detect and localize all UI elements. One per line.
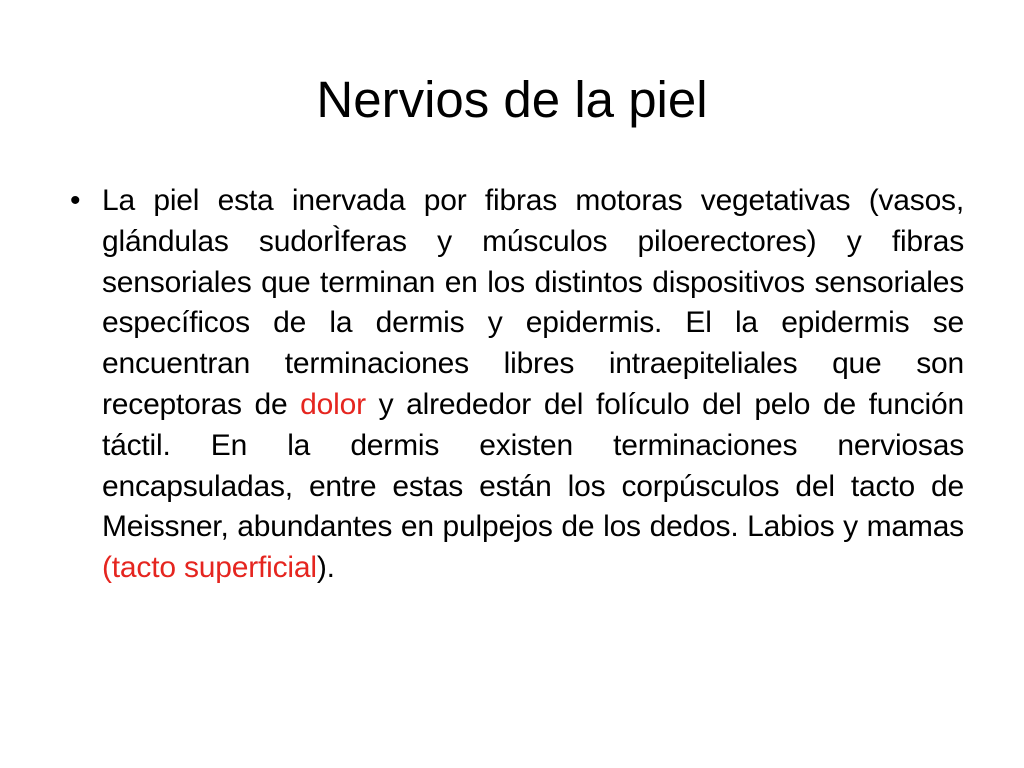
slide-content <box>70 181 964 589</box>
text-end: . <box>326 551 335 585</box>
bullet-text <box>102 181 964 589</box>
text-segment-1: La piel esta inervada por fibras motoras vegetativas (vasos, glándulas sudorÌferas y músculos piloerectores) y fibras sensoriales que terminan en los distintos dispositivos sensoriales específicos de la dermis y epidermis. El la epidermis se encuentran terminaciones libres intraepiteliales que son receptoras de <box>102 184 964 421</box>
highlight-dolor: dolor <box>300 387 366 421</box>
paren-open: ( <box>102 551 112 585</box>
text-segment-2: y alrededor del folículo del pelo de función táctil. En la dermis existen terminaciones nerviosas encapsuladas, entre estas están los corpúsculos del tacto de Meissner, abundantes en pulpejos de los dedos. Labios y mamas <box>102 387 964 544</box>
paren-close: ) <box>316 551 327 585</box>
slide-title: Nervios de la piel <box>316 71 708 128</box>
bullet-dot-icon: • <box>70 184 81 217</box>
highlight-tacto-superficial: tacto superficial <box>111 551 317 585</box>
bullet-item <box>70 181 964 589</box>
